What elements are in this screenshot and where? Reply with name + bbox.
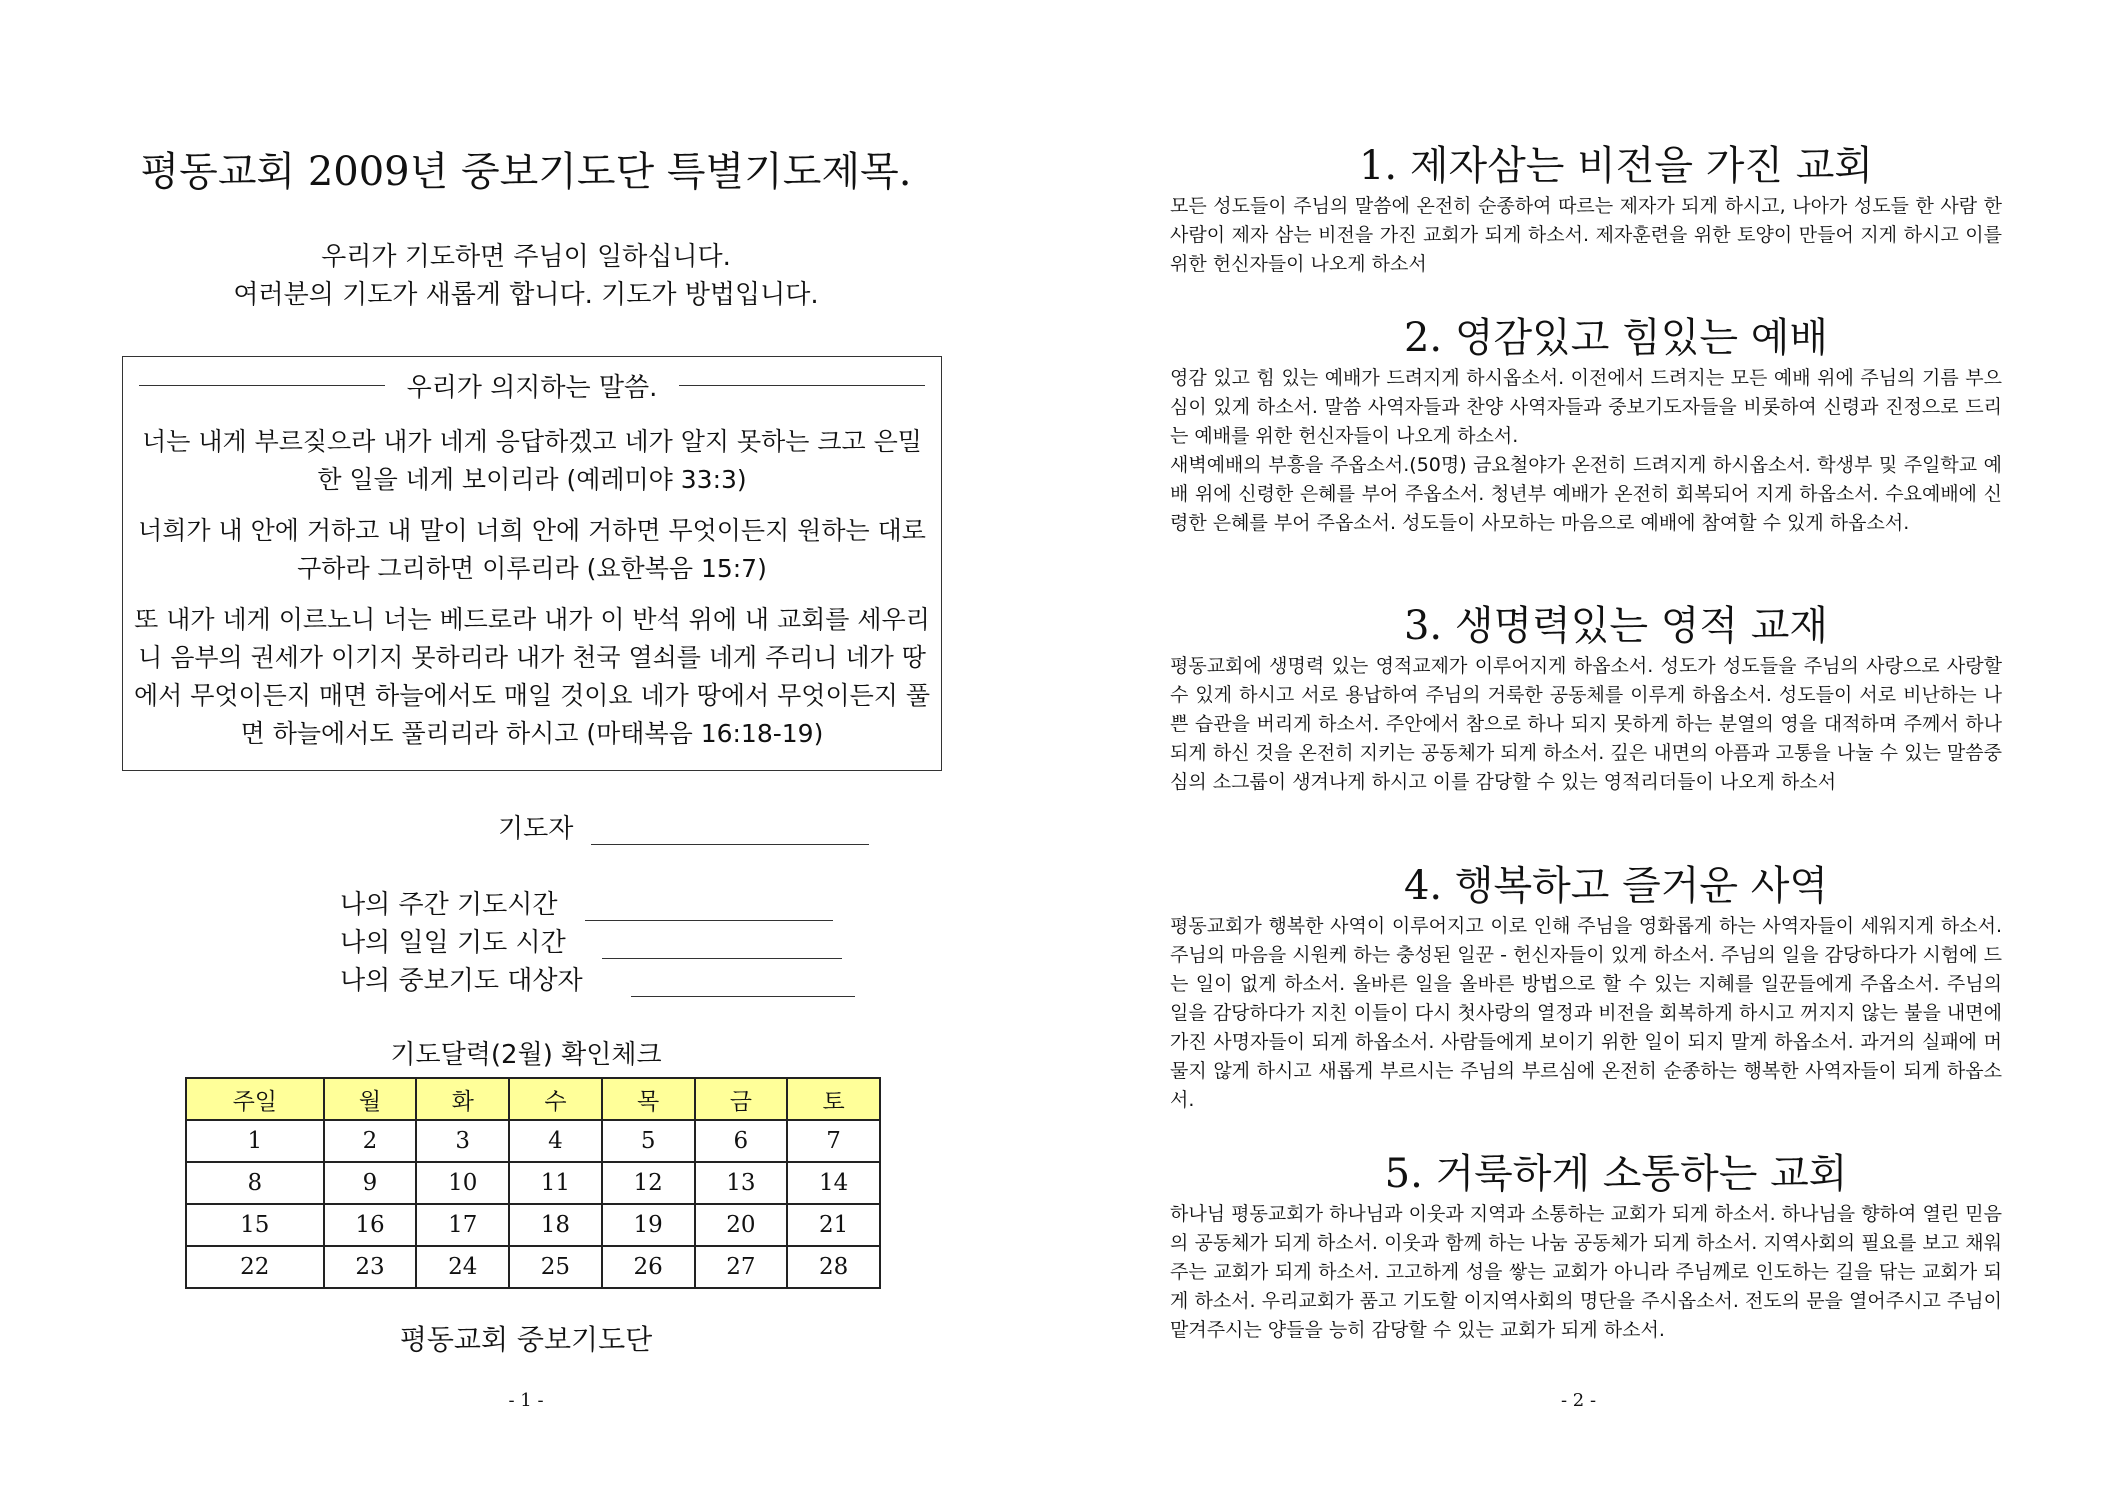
section-title: 2. 영감있고 힘있는 예배 — [1403, 315, 1829, 361]
calendar-title: 기도달력(2월) 확인체크 — [390, 1040, 662, 1070]
weekly-time-row — [340, 884, 833, 921]
heading-rule-right — [679, 385, 925, 386]
weekly-time-blank[interactable] — [585, 893, 833, 921]
page-title: 평동교회 2009년 중보기도단 특별기도제목. — [140, 149, 912, 195]
section-ministry — [1170, 860, 2002, 1115]
verse-matthew: 또 내가 네게 이르노니 너는 베드로라 내가 이 반석 위에 내 교회를 세우리니 음부의 권세가 이기지 못하리라 내가 천국 열쇠를 네게 주리니 네가 땅에서 무엇이든지 매면 하늘에서도 매일 것이요 네가 땅에서 무엇이든지 풀면 하늘에서도 풀리리라 하시고 (마태복음 16:18-19) — [133, 605, 931, 748]
calendar-week-row — [186, 1162, 880, 1204]
section-body: 모든 성도들이 주님의 말씀에 온전히 순종하여 따르는 제자가 되게 하시고, 나아가 성도들 한 사람 한사람이 제자 삼는 비전을 가진 교회가 되게 하소서. 제자훈련을 위한 토양이 만들어 지게 하시고 이를 위한 헌신자들이 나오게 하소서 — [1170, 195, 2002, 275]
calendar-day[interactable]: 13 — [695, 1162, 788, 1204]
calendar-day[interactable]: 21 — [787, 1204, 880, 1246]
calendar-day[interactable]: 22 — [186, 1246, 324, 1288]
calendar-day[interactable]: 20 — [695, 1204, 788, 1246]
intro-line-2: 여러분의 기도가 새롭게 합니다. 기도가 방법입니다. — [233, 280, 819, 310]
calendar-day[interactable]: 9 — [324, 1162, 417, 1204]
calendar-day[interactable]: 28 — [787, 1246, 880, 1288]
calendar-day[interactable]: 24 — [416, 1246, 509, 1288]
prayer-calendar — [185, 1077, 881, 1289]
section-body: 하나님 평동교회가 하나님과 이웃과 지역과 소통하는 교회가 되게 하소서. 하나님을 향하여 열린 믿음의 공동체가 되게 하소서. 이웃과 함께 하는 나눔 공동체가 되게 하소서. 지역사회의 필요를 보고 채워주는 교회가 되게 하소서. 고고하게 성을 쌓는 교회가 아니라 주님께로 인도하는 길을 닦는 교회가 되게 하소서. 우리교회가 품고 기도할 이지역사회의 명단을 주시옵소서. 전도의 문을 열어주시고 주님이 맡겨주시는 양들을 능히 감당할 수 있는 교회가 되게 하소서. — [1170, 1203, 2002, 1341]
intro-line-1: 우리가 기도하면 주님이 일하십니다. — [321, 242, 731, 272]
section-worship — [1170, 312, 2002, 538]
prayer-person-row — [498, 808, 869, 845]
calendar-header-thu: 목 — [602, 1078, 695, 1120]
page-left — [0, 0, 1052, 1488]
calendar-day[interactable]: 27 — [695, 1246, 788, 1288]
weekly-time-label: 나의 주간 기도시간 — [340, 890, 558, 920]
calendar-day[interactable]: 25 — [509, 1246, 602, 1288]
calendar-day[interactable]: 11 — [509, 1162, 602, 1204]
calendar-day[interactable]: 10 — [416, 1162, 509, 1204]
calendar-header-fri: 금 — [695, 1078, 788, 1120]
calendar-header-tue: 화 — [416, 1078, 509, 1120]
calendar-day[interactable]: 1 — [186, 1120, 324, 1162]
daily-time-row — [340, 922, 842, 959]
section-title: 1. 제자삼는 비전을 가진 교회 — [1358, 143, 1874, 189]
verse-box — [122, 356, 942, 771]
calendar-week-row — [186, 1120, 880, 1162]
calendar-day[interactable]: 15 — [186, 1204, 324, 1246]
verse-heading — [123, 367, 941, 404]
calendar-header-row — [186, 1078, 880, 1120]
calendar-day[interactable]: 7 — [787, 1120, 880, 1162]
section-body-2: 새벽예배의 부흥을 주옵소서.(50명) 금요철야가 온전히 드려지게 하시옵소서. 학생부 및 주일학교 예배 위에 신령한 은혜를 부어 주옵소서. 청년부 예배가 온전히 회복되어 지게 하옵소서. 수요예배에 신령한 은혜를 부어 주옵소서. 성도들이 사모하는 마음으로 예배에 참여할 수 있게 하옵소서. — [1170, 454, 2002, 534]
intercession-target-blank[interactable] — [631, 969, 855, 997]
calendar-header-sat: 토 — [787, 1078, 880, 1120]
calendar-day[interactable]: 17 — [416, 1204, 509, 1246]
calendar-day[interactable]: 6 — [695, 1120, 788, 1162]
calendar-day[interactable]: 26 — [602, 1246, 695, 1288]
section-body: 평동교회가 행복한 사역이 이루어지고 이로 인해 주님을 영화롭게 하는 사역자들이 세워지게 하소서. 주님의 마음을 시원케 하는 충성된 일꾼 - 헌신자들이 있게 하소서. 주님의 일을 감당하다가 시험에 드는 일이 없게 하소서. 올바른 일을 올바른 방법으로 할 수 있는 지혜를 일꾼들에게 주옵소서. 주님의 일을 감당하다가 지친 이들이 다시 첫사랑의 열정과 비전을 회복하게 하시고 꺼지지 않는 불을 내면에 가진 사명자들이 되게 하옵소서. 사람들에게 보이기 위한 일이 되지 말게 하옵소서. 과거의 실패에 머물지 않게 하시고 새롭게 부르시는 주님의 부르심에 온전히 순종하는 행복한 사역자들이 되게 하옵소서. — [1170, 915, 2002, 1111]
calendar-day[interactable]: 14 — [787, 1162, 880, 1204]
daily-time-blank[interactable] — [602, 931, 842, 959]
page-number-2: - 2 - — [1560, 1390, 1597, 1411]
calendar-day[interactable]: 5 — [602, 1120, 695, 1162]
intercession-target-label: 나의 중보기도 대상자 — [340, 966, 583, 996]
calendar-day[interactable]: 16 — [324, 1204, 417, 1246]
calendar-day[interactable]: 3 — [416, 1120, 509, 1162]
calendar-header-wed: 수 — [509, 1078, 602, 1120]
org-name: 평동교회 중보기도단 — [399, 1323, 653, 1356]
section-title: 4. 행복하고 즐거운 사역 — [1403, 863, 1829, 909]
calendar-header-mon: 월 — [324, 1078, 417, 1120]
heading-rule-left — [139, 385, 385, 386]
daily-time-label: 나의 일일 기도 시간 — [340, 928, 566, 958]
calendar-header-sun: 주일 — [186, 1078, 324, 1120]
verse-heading-text: 우리가 의지하는 말씀. — [406, 373, 658, 403]
verse-john: 너희가 내 안에 거하고 내 말이 너희 안에 거하면 무엇이든지 원하는 대로 구하라 그리하면 이루리라 (요한복음 15:7) — [138, 516, 926, 583]
section-title: 5. 거룩하게 소통하는 교회 — [1384, 1151, 1848, 1197]
section-body: 평동교회에 생명력 있는 영적교제가 이루어지게 하옵소서. 성도가 성도들을 주님의 사랑으로 사랑할 수 있게 하시고 서로 용납하여 주님의 거룩한 공동체를 이루게 하옵소서. 성도들이 서로 비난하는 나쁜 습관을 버리게 하소서. 주안에서 참으로 하나 되지 못하게 하는 분열의 영을 대적하며 주께서 하나 되게 하신 것을 온전히 지키는 공동체가 되게 하소서. 깊은 내면의 아픔과 고통을 나눌 수 있는 말씀중심의 소그룹이 생겨나게 하시고 이를 감당할 수 있는 영적리더들이 나오게 하소서 — [1170, 655, 2002, 793]
calendar-week-row — [186, 1246, 880, 1288]
calendar-day[interactable]: 18 — [509, 1204, 602, 1246]
calendar-week-row — [186, 1204, 880, 1246]
section-discipleship — [1170, 140, 2002, 279]
calendar-day[interactable]: 2 — [324, 1120, 417, 1162]
calendar-day[interactable]: 12 — [602, 1162, 695, 1204]
calendar-day[interactable]: 4 — [509, 1120, 602, 1162]
section-title: 3. 생명력있는 영적 교재 — [1403, 603, 1829, 649]
section-communication — [1170, 1148, 2002, 1345]
section-body: 영감 있고 힘 있는 예배가 드려지게 하시옵소서. 이전에서 드려지는 모든 예배 위에 주님의 기름 부으심이 있게 하소서. 말씀 사역자들과 찬양 사역자들과 중보기도자들을 비롯하여 신령과 진정으로 드리는 예배를 위한 헌신자들이 나오게 하소서. — [1170, 367, 2002, 447]
prayer-person-blank[interactable] — [591, 817, 869, 845]
calendar-day[interactable]: 23 — [324, 1246, 417, 1288]
verse-jeremiah: 너는 내게 부르짖으라 내가 네게 응답하겠고 네가 알지 못하는 크고 은밀한 일을 네게 보이리라 (예레미야 33:3) — [142, 427, 922, 494]
section-fellowship — [1170, 600, 2002, 797]
calendar-day[interactable]: 19 — [602, 1204, 695, 1246]
page-right — [1052, 0, 2105, 1488]
calendar-day[interactable]: 8 — [186, 1162, 324, 1204]
intercession-target-row — [340, 960, 855, 997]
prayer-person-label: 기도자 — [498, 814, 574, 844]
page-number-1: - 1 - — [508, 1390, 544, 1411]
